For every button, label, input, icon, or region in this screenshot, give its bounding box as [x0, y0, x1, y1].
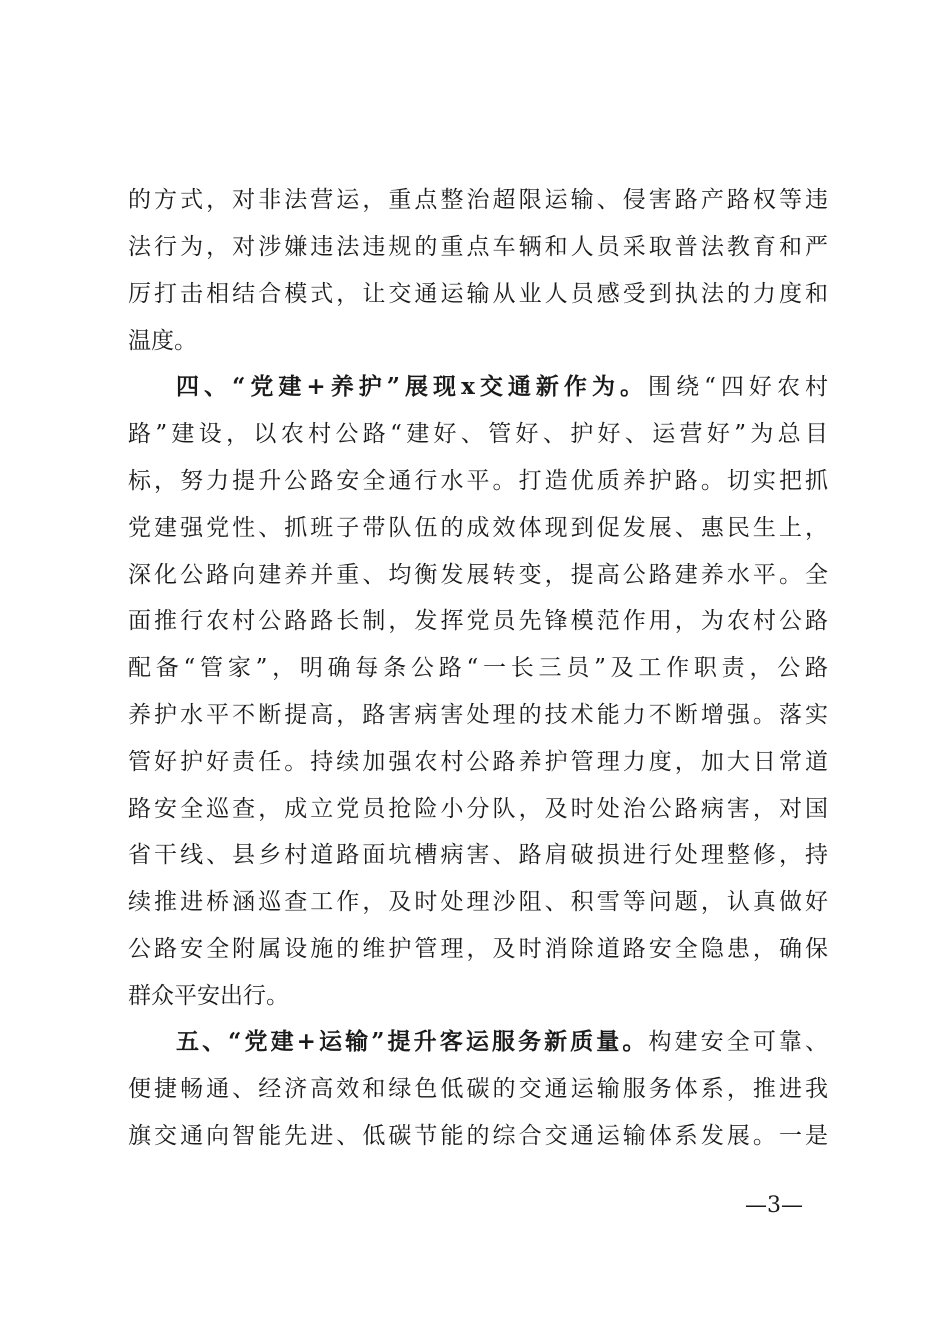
body-text-line: 养护水平不断提高，路害病害处理的技术能力不断增强。落实: [128, 702, 828, 728]
section-four-text: 围绕“四好农村: [648, 374, 828, 400]
body-text-line: 便捷畅通、经济高效和绿色低碳的交通运输服务体系，推进我: [128, 1076, 828, 1102]
body-text-line: 旗交通向智能先进、低碳节能的综合交通运输体系发展。一是: [128, 1123, 828, 1149]
section-four-heading: 四、“党建+养护”展现x交通新作为。: [176, 373, 649, 400]
body-text-line: 厉打击相结合模式，让交通运输从业人员感受到执法的力度和: [128, 281, 828, 307]
section-four-first-line: [176, 367, 828, 407]
body-text-line: 群众平安出行。: [128, 983, 289, 1009]
page-number: —3—: [745, 1193, 803, 1218]
body-text-line: 的方式，对非法营运，重点整治超限运输、侵害路产路权等违: [128, 187, 828, 213]
body-text-line: 管好护好责任。持续加强农村公路养护管理力度，加大日常道: [128, 749, 828, 775]
body-text-line: 法行为，对涉嫌违法违规的重点车辆和人员采取普法教育和严: [128, 234, 828, 260]
body-text-line: 面推行农村公路路长制，发挥党员先锋模范作用，为农村公路: [128, 608, 828, 634]
body-text-line: 深化公路向建养并重、均衡发展转变，提高公路建养水平。全: [128, 562, 828, 588]
section-five-text: 构建安全可靠、: [648, 1029, 828, 1055]
body-text-line: 省干线、县乡村道路面坑槽病害、路肩破损进行处理整修，持: [128, 842, 828, 868]
body-text-line: 路安全巡查，成立党员抢险小分队，及时处治公路病害，对国: [128, 796, 828, 822]
body-text-line: 续推进桥涵巡查工作，及时处理沙阻、积雪等问题，认真做好: [128, 889, 828, 915]
body-text-line: 标，努力提升公路安全通行水平。打造优质养护路。切实把抓: [128, 468, 828, 494]
body-text-line: 路”建设，以农村公路“建好、管好、护好、运营好”为总目: [128, 421, 828, 447]
section-five-first-line: [176, 1022, 828, 1062]
body-text-line: 配备“管家”，明确每条公路“一长三员”及工作职责，公路: [128, 655, 828, 681]
body-text-line: 党建强党性、抓班子带队伍的成效体现到促发展、惠民生上，: [128, 515, 828, 541]
body-text-line: 公路安全附属设施的维护管理，及时消除道路安全隐患，确保: [128, 936, 828, 962]
body-text-line: 温度。: [128, 328, 197, 354]
section-five-heading: 五、“党建+运输”提升客运服务新质量。: [176, 1028, 649, 1055]
